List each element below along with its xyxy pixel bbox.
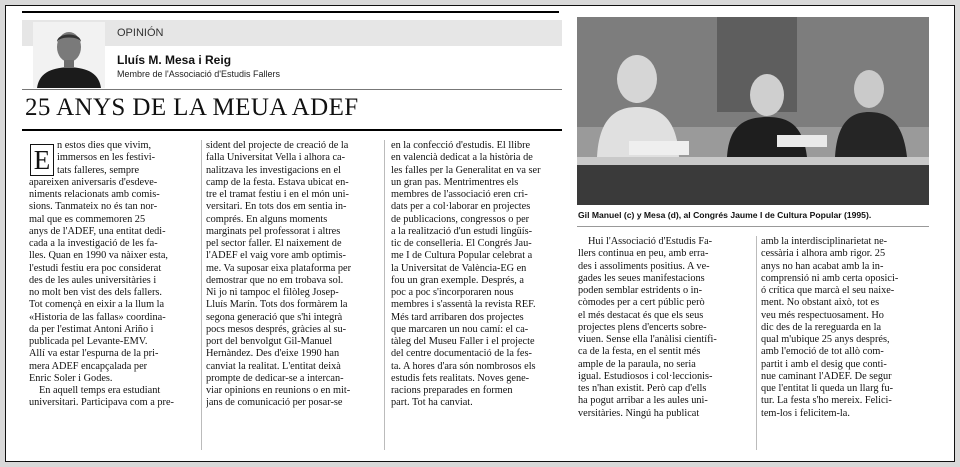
text-line: Hui l'Associació d'Estudis Fa- [588, 236, 713, 247]
text-line: port del benvolgut Gil-Manuel [206, 336, 333, 347]
text-line: comprés. En alguns moments [206, 213, 328, 225]
text-line: en valencià dedicat a la història de [391, 152, 533, 164]
text-line: part. Tot ha canviat. [391, 397, 473, 409]
text-line: que marcaren un nou camí: el ca- [391, 323, 529, 335]
text-line: ment. No obstant això, tot es [761, 297, 880, 309]
text-line: falla Universitat Vella i alhora ca- [206, 152, 346, 164]
text-line: En aquell temps era estudiant [39, 385, 161, 396]
column-4 [578, 236, 748, 420]
text-line: les falles per la Generalitat en va ser [391, 164, 541, 176]
text-line: cessària i alhora amb rigor. 25 [761, 248, 886, 260]
text-line: ca de la festa, en el sentit més [578, 346, 701, 358]
text-line: tem-los i felicitem-la. [761, 407, 850, 419]
text-line: igual. Estudiosos i col·leccionis- [578, 370, 713, 382]
text-line: mal que es commemoren 25 [29, 213, 146, 225]
text-line: demostrar que no em trobava sol. [206, 274, 344, 286]
text-line: membres i s'assentà la revista REF. [391, 299, 536, 311]
text-line: des de les aules universitàries i [29, 274, 157, 286]
text-line: llers continua en peu, amb erra- [578, 248, 709, 260]
text-line: publicada pel Levante-EMV. [29, 336, 148, 347]
text-line: nalitzava les investigacions en el [206, 164, 341, 176]
drop-cap: E [30, 144, 54, 176]
text-line: Ni jo ni tampoc el filòleg Josep- [206, 287, 339, 298]
top-rule [22, 11, 559, 13]
text-line: da per l'estimat Antoni Ariño i [29, 323, 154, 335]
text-line: a la realització d'un estudi lingüís- [391, 225, 533, 237]
author-role: Membre de l'Associació d'Estudis Fallers [117, 69, 280, 79]
text-line: Lluís Marín. Tots dos formàrem la [206, 299, 348, 311]
text-line: comprensió ni amb certa oposici- [761, 272, 899, 284]
text-line: me. Va suposar eixa plataforma per [206, 262, 352, 274]
text-line: Tot començà en eixir a la llum la [29, 299, 165, 311]
text-line: mera ADEF encapçalada per [29, 360, 148, 372]
author-name: Lluís M. Mesa i Reig [117, 53, 232, 67]
text-line: des i assoliments positius. A ve- [578, 260, 710, 272]
text-line: projectes plens d'encerts sobre- [578, 321, 707, 333]
text-line: pocs mesos després, gràcies al su- [206, 323, 347, 335]
text-line: viar opinions en reunions o en mit- [206, 385, 351, 396]
text-line: tàleg del Museu Faller i el projecte [391, 336, 535, 347]
author-photo [33, 22, 105, 88]
text-line: tre el tramat festiu i en el món uni- [206, 189, 349, 200]
text-line: gades les seues manifestacions [578, 272, 705, 284]
headline: 25 ANYS DE LA MEUA ADEF [25, 94, 359, 121]
text-line: ha pogut arribar a les aules uni- [578, 395, 708, 407]
text-line: sions. Tanmateix no és tan nor- [29, 201, 158, 213]
text-line: amb l'emoció de tot allò com- [761, 346, 884, 358]
text-line: jans de comunicació per posar-se [206, 397, 343, 409]
text-line: sident del projecte de creació de la [206, 140, 349, 151]
text-line: amb la interdisciplinarietat ne- [761, 236, 888, 247]
text-line: lles. Quan en 1990 va nàixer esta, [29, 250, 168, 262]
text-line: niments relacionats amb comis- [29, 189, 160, 200]
text-line: tic de conselleria. El Congrés Jau- [391, 238, 532, 249]
text-line: cada a la investigació de les fa- [29, 238, 158, 249]
text-line: poden semblar estridents o in- [578, 285, 703, 296]
text-line: tur. La festa s'ho mereix. Felici- [761, 395, 892, 407]
text-line: un gran pas. Mentrimentres els [391, 176, 519, 188]
text-line: anys no han acabat amb la in- [761, 260, 884, 272]
text-line: Més tard arribaren dos projectes [391, 311, 524, 323]
text-line: apareixen aniversaris d'esdeve- [29, 176, 158, 188]
text-line: pel sector faller. El naixement de [206, 238, 342, 249]
text-line: segona generació que s'hi integrà [206, 311, 343, 323]
text-line: partit i amb el desig que conti- [761, 358, 887, 370]
text-line: ta. A hores d'ara són nombrosos els [391, 360, 536, 372]
text-line: viuen. Sense ella l'anàlisi científi- [578, 334, 717, 345]
congress-photo [577, 17, 929, 205]
text-line: Enric Soler i Godes. [29, 372, 113, 384]
text-line: «Historia de las fallas» coordina- [29, 311, 166, 323]
text-line: fou un gran exemple. Després, a [391, 274, 524, 286]
text-line: de publicacions, congressos o per [391, 213, 530, 225]
caption-rule [577, 226, 929, 227]
text-line: no molt ben vist des dels fallers. [29, 287, 162, 298]
column-rule [756, 236, 757, 450]
text-line: tats falleres, sempre [57, 164, 140, 176]
text-line: versitari. En tots dos em sentia in- [206, 201, 347, 213]
photo-caption: Gil Manuel (c) y Mesa (d), al Congrés Jaume I de Cultura Popular (1995). [578, 210, 872, 220]
text-line: veu més respectuosament. Ho [761, 309, 884, 321]
text-line: canviat la realitat. L'entitat deixà [206, 360, 341, 372]
column-rule [201, 140, 202, 450]
text-line: còmodes per a cert públic però [578, 297, 705, 309]
text-line: del centre documentació de la fes- [391, 348, 532, 360]
text-line: me I de Cultura Popular celebrat a [391, 250, 533, 262]
text-line: Allí va estar l'espurna de la pri- [29, 348, 159, 360]
text-line: l'estudi festiu era poc considerat [29, 262, 162, 274]
text-line: universitari. Participava com a pre- [29, 397, 174, 409]
text-line: el més destacat és que els seus [578, 309, 704, 321]
text-line: la Universitat de València-EG en [391, 262, 527, 274]
text-line: poc a poc s'incorporaren nous [391, 287, 514, 298]
text-line: n estos dies que vivim, [57, 140, 152, 151]
text-line: anys de l'ADEF, una entitat dedi- [29, 225, 166, 237]
text-line: immersos en les festivi- [57, 152, 156, 164]
text-line: estudis fets realitats. Noves gene- [391, 372, 530, 384]
text-line: Hernàndez. Des d'eixe 1990 han [206, 348, 340, 360]
text-line: en la confecció d'estudis. El llibre [391, 140, 531, 151]
text-line: racions preparades en formen [391, 385, 513, 396]
text-line: que l'entitat li queda un llarg fu- [761, 383, 894, 394]
headline-rule [22, 129, 562, 131]
text-line: versitàries. Ningú ha publicat [578, 407, 700, 419]
text-line: dic des de la rereguarda en la [761, 321, 882, 333]
header-divider [22, 89, 562, 90]
text-line: camp de la festa. Estava ubicat en- [206, 176, 349, 188]
text-line: membres de l'associació eren cri- [391, 189, 528, 200]
text-line: dats per a col·laborar en projectes [391, 201, 531, 213]
column-1 [29, 140, 195, 410]
column-rule [384, 140, 385, 450]
text-line: ó crítica que marcà el seu naixe- [761, 285, 895, 296]
column-3 [391, 140, 562, 410]
text-line: nue caminant l'ADEF. De segur [761, 370, 892, 382]
text-line: marginats pel professorat i altres [206, 225, 341, 237]
text-line: l'ADEF el vaig vore amb optimis- [206, 250, 346, 262]
text-line: qual m'ubique 25 anys després, [761, 334, 890, 345]
text-line: prompte de dedicar-se a intercan- [206, 372, 344, 384]
text-line: tes n'han existit. Però cap d'ells [578, 383, 707, 394]
text-line: ample de la paraula, no seria [578, 358, 696, 370]
section-label: OPINIÓN [117, 27, 164, 39]
column-5 [761, 236, 931, 420]
column-2 [206, 140, 377, 410]
